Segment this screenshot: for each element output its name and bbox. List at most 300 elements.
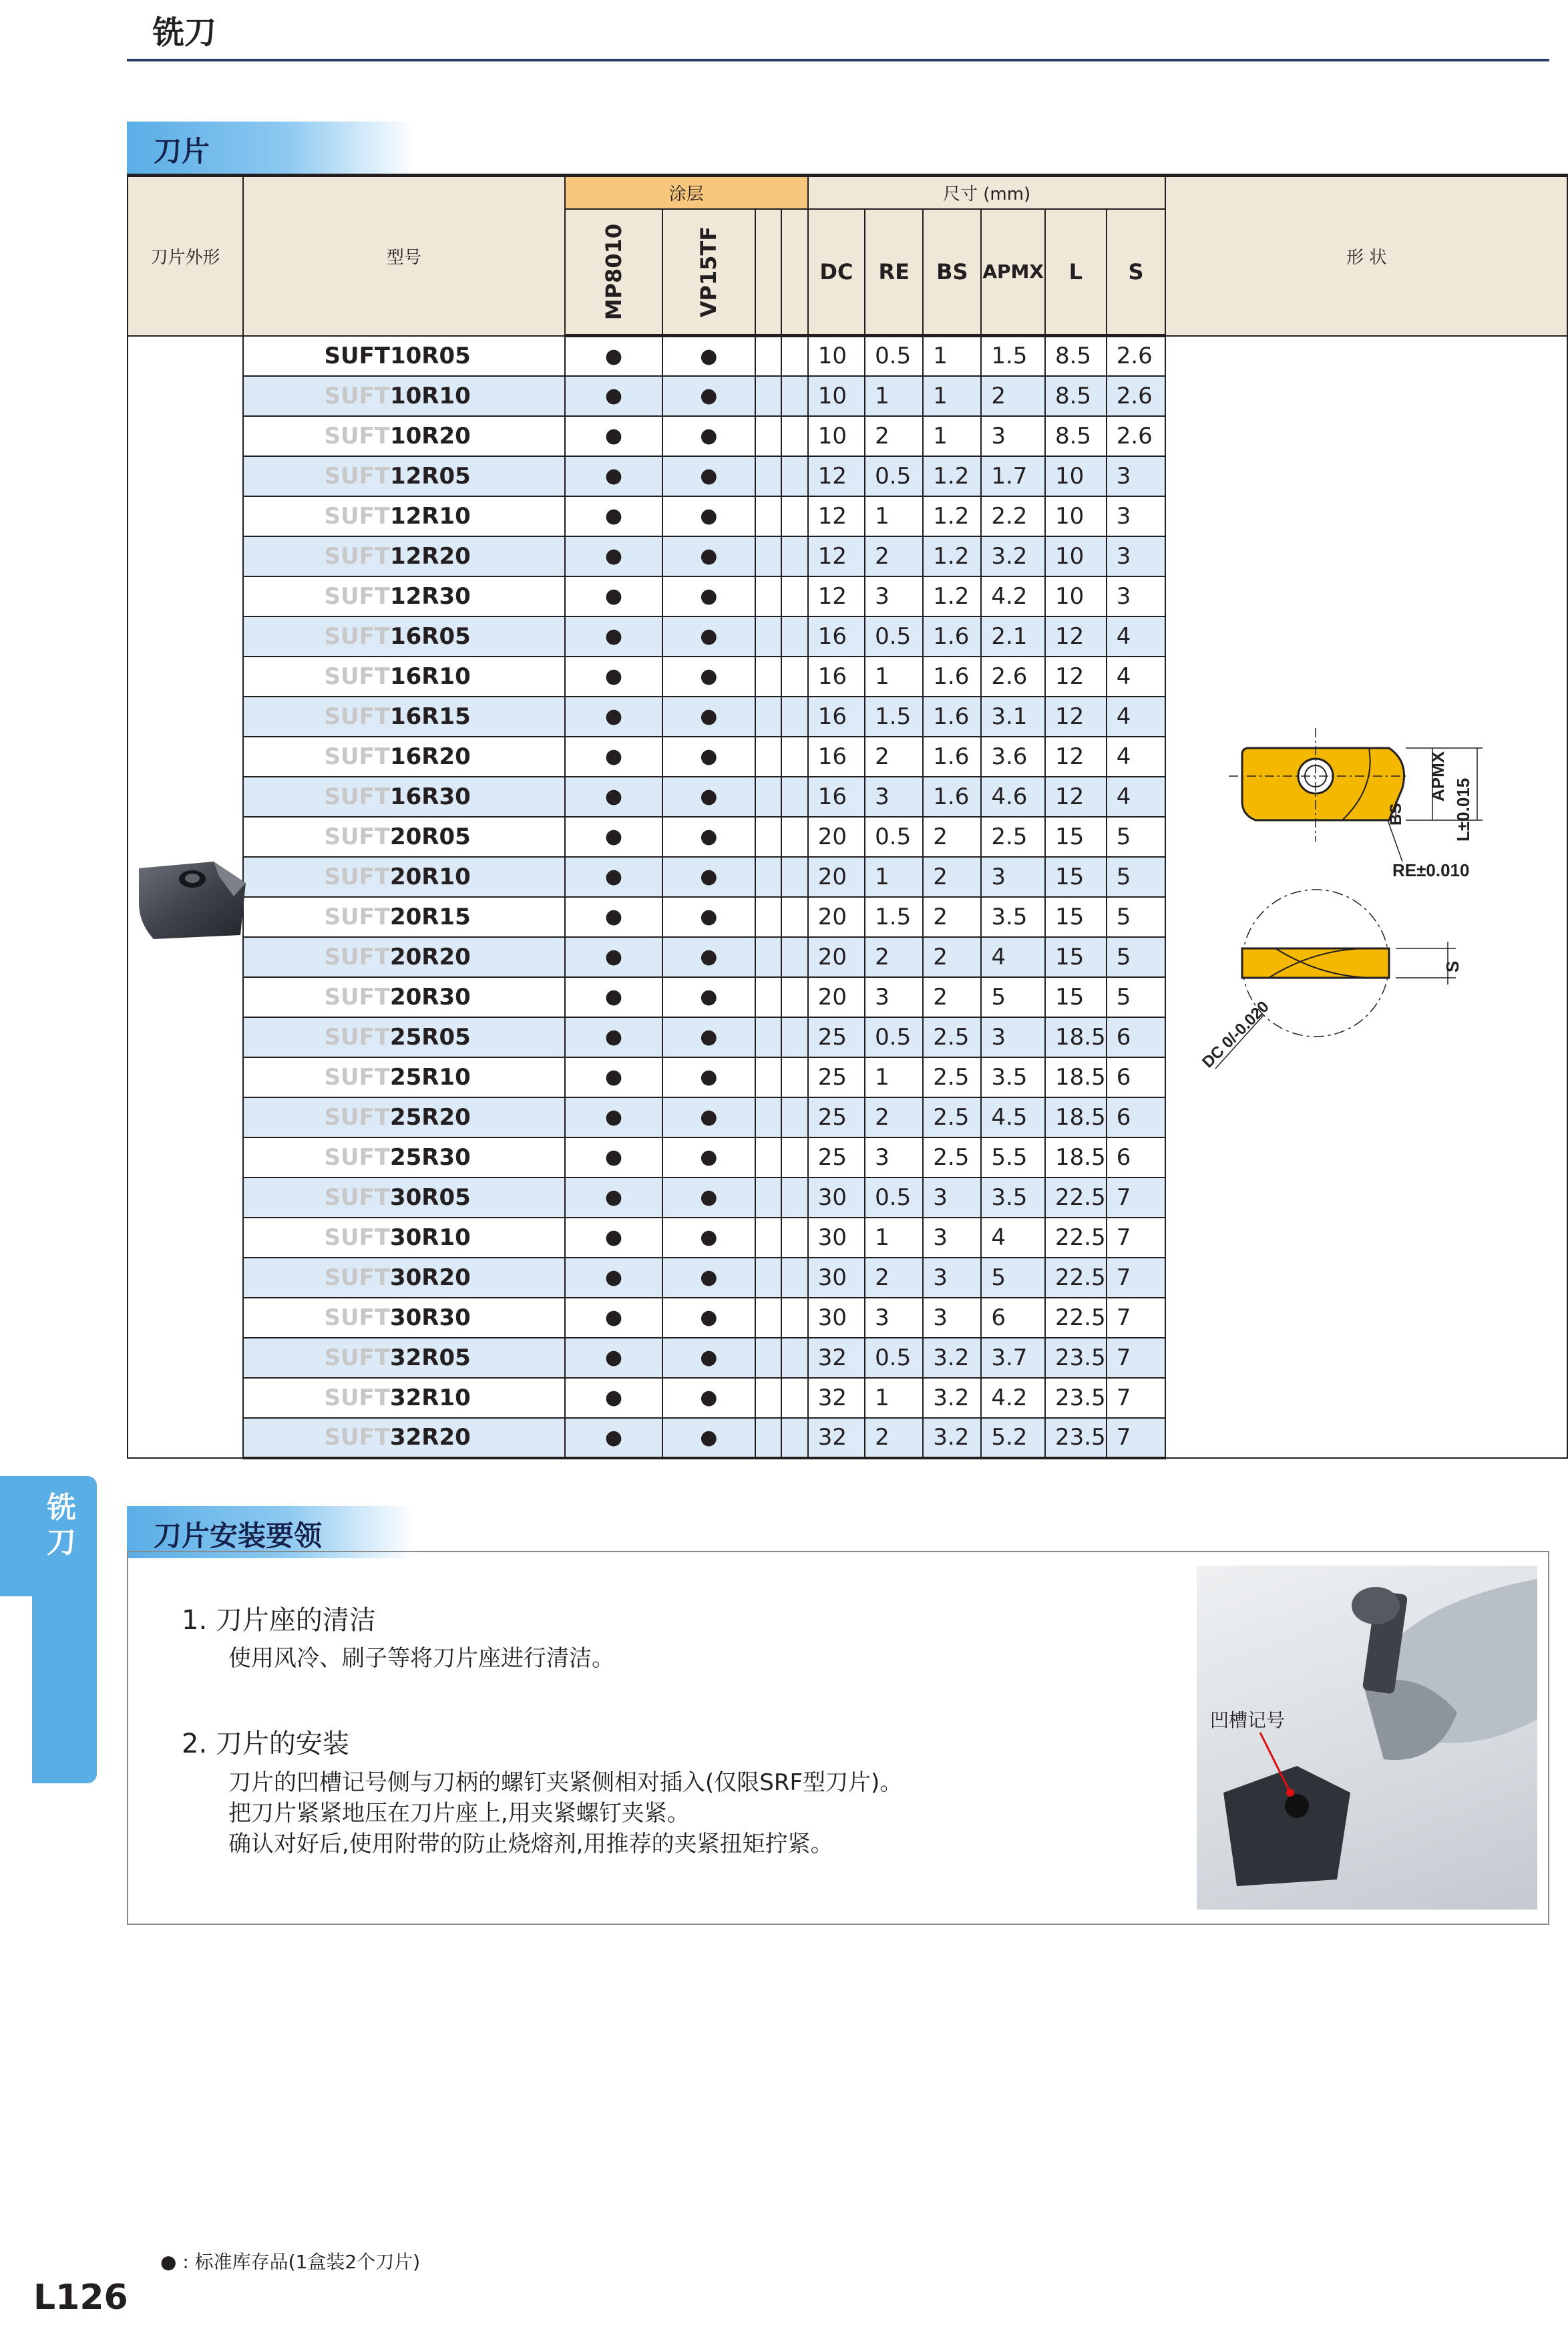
coating-empty-cell xyxy=(755,937,782,977)
coating-empty-cell xyxy=(781,1097,808,1137)
coating-mp8010-cell: ● xyxy=(565,496,662,536)
dim-re-cell: 0.5 xyxy=(865,1178,923,1218)
dim-dc-cell: 12 xyxy=(808,536,865,576)
coating-empty-cell xyxy=(781,697,808,737)
coating-mp8010-cell: ● xyxy=(565,1418,662,1458)
dim-re-cell: 0.5 xyxy=(865,817,923,857)
dim-apmx-cell: 5.2 xyxy=(981,1418,1045,1458)
coating-mp8010-cell: ● xyxy=(565,817,662,857)
dim-bs-cell: 1.6 xyxy=(923,737,981,777)
coating-vp15tf-cell: ● xyxy=(662,1338,755,1378)
section-title-install: 刀片安装要领 xyxy=(154,1519,323,1552)
dim-bs-cell: 2 xyxy=(923,937,981,977)
coating-vp15tf-cell: ● xyxy=(662,496,755,536)
dim-l-cell: 22.5 xyxy=(1045,1258,1107,1298)
dim-bs-cell: 3 xyxy=(923,1178,981,1218)
coating-empty-cell xyxy=(755,1017,782,1057)
coating-empty-cell xyxy=(781,536,808,576)
model-cell: SUFT16R20 xyxy=(243,737,565,777)
dim-s-cell: 4 xyxy=(1107,777,1166,817)
dim-dc-cell: 32 xyxy=(808,1338,865,1378)
coating-empty-cell xyxy=(755,1057,782,1097)
section-header-insert xyxy=(127,122,414,174)
model-cell: SUFT25R20 xyxy=(243,1097,565,1137)
dim-re-cell: 0.5 xyxy=(865,1338,923,1378)
dim-l-cell: 10 xyxy=(1045,456,1107,496)
dim-dc-cell: 30 xyxy=(808,1218,865,1258)
dim-re-cell: 0.5 xyxy=(865,456,923,496)
coating-mp8010-cell: ● xyxy=(565,857,662,897)
model-cell: SUFT32R20 xyxy=(243,1418,565,1458)
model-cell: SUFT30R20 xyxy=(243,1258,565,1298)
coating-empty-cell xyxy=(755,897,782,937)
dim-s-cell: 7 xyxy=(1107,1298,1166,1338)
model-cell: SUFT30R05 xyxy=(243,1178,565,1218)
dim-bs-cell: 1.2 xyxy=(923,536,981,576)
install-box xyxy=(127,1551,1549,1925)
header-l: L xyxy=(1045,209,1107,336)
dim-s-cell: 4 xyxy=(1107,737,1166,777)
coating-vp15tf-cell: ● xyxy=(662,737,755,777)
model-cell: SUFT20R05 xyxy=(243,817,565,857)
page-title: 铣刀 xyxy=(152,14,217,51)
coating-empty-cell xyxy=(781,1338,808,1378)
dim-re-cell: 1 xyxy=(865,857,923,897)
model-cell: SUFT32R10 xyxy=(243,1378,565,1418)
coating-vp15tf-cell: ● xyxy=(662,897,755,937)
coating-vp15tf-cell: ● xyxy=(662,376,755,416)
dim-bs-cell: 2 xyxy=(923,897,981,937)
dim-apmx-cell: 3 xyxy=(981,1017,1045,1057)
dim-re-cell: 2 xyxy=(865,737,923,777)
dim-bs-cell: 2 xyxy=(923,817,981,857)
coating-mp8010-cell: ● xyxy=(565,737,662,777)
dim-dc-cell: 25 xyxy=(808,1017,865,1057)
coating-empty-cell xyxy=(755,616,782,657)
coating-mp8010-cell: ● xyxy=(565,456,662,496)
step2-line3: 确认对好后,使用附带的防止烧熔剂,用推荐的夹紧扭矩拧紧。 xyxy=(228,1831,833,1857)
coating-empty-cell xyxy=(781,657,808,697)
coating-mp8010-cell: ● xyxy=(565,937,662,977)
model-cell: SUFT16R05 xyxy=(243,616,565,657)
dim-re-cell: 3 xyxy=(865,1298,923,1338)
model-cell: SUFT12R10 xyxy=(243,496,565,536)
step2-line2: 把刀片紧紧地压在刀片座上,用夹紧螺钉夹紧。 xyxy=(228,1800,690,1827)
model-cell: SUFT10R05 xyxy=(243,336,565,376)
dim-apmx-cell: 2 xyxy=(981,376,1045,416)
header-form: 形 状 xyxy=(1165,176,1567,336)
insert-shape-drawing xyxy=(1175,721,1536,1095)
model-cell: SUFT20R20 xyxy=(243,937,565,977)
page-number: L126 xyxy=(33,2278,128,2318)
dim-apmx-cell: 6 xyxy=(981,1298,1045,1338)
coating-empty-cell xyxy=(781,1178,808,1218)
coating-empty-cell xyxy=(755,576,782,616)
dim-re-cell: 3 xyxy=(865,977,923,1017)
dim-s-cell: 3 xyxy=(1107,576,1166,616)
dim-dc-cell: 20 xyxy=(808,937,865,977)
dim-re-cell: 1 xyxy=(865,657,923,697)
coating-empty-cell xyxy=(781,1378,808,1418)
label-s: S xyxy=(1442,960,1462,972)
dim-s-cell: 2.6 xyxy=(1107,416,1166,456)
label-apmx: APMX xyxy=(1428,751,1448,801)
coating-vp15tf-cell: ● xyxy=(662,576,755,616)
dim-bs-cell: 3 xyxy=(923,1258,981,1298)
dim-apmx-cell: 1.5 xyxy=(981,336,1045,376)
dim-l-cell: 12 xyxy=(1045,616,1107,657)
photo-label-notch: 凹槽记号 xyxy=(1210,1709,1286,1731)
dim-bs-cell: 2.5 xyxy=(923,1097,981,1137)
header-dimensions: 尺寸 (mm) xyxy=(808,176,1166,209)
dim-re-cell: 2 xyxy=(865,416,923,456)
coating-empty-cell xyxy=(781,336,808,376)
coating-empty-cell xyxy=(755,817,782,857)
coating-vp15tf-cell: ● xyxy=(662,817,755,857)
dim-dc-cell: 30 xyxy=(808,1298,865,1338)
coating-vp15tf-cell: ● xyxy=(662,1258,755,1298)
dim-dc-cell: 16 xyxy=(808,777,865,817)
dim-s-cell: 2.6 xyxy=(1107,336,1166,376)
header-re: RE xyxy=(865,209,923,336)
coating-empty-cell xyxy=(755,1137,782,1178)
dim-dc-cell: 30 xyxy=(808,1178,865,1218)
coating-empty-cell xyxy=(781,897,808,937)
coating-empty-cell xyxy=(781,1298,808,1338)
dim-bs-cell: 3.2 xyxy=(923,1338,981,1378)
coating-vp15tf-cell: ● xyxy=(662,456,755,496)
coating-mp8010-cell: ● xyxy=(565,657,662,697)
model-cell: SUFT30R30 xyxy=(243,1298,565,1338)
dim-dc-cell: 20 xyxy=(808,857,865,897)
dim-apmx-cell: 3 xyxy=(981,416,1045,456)
dim-dc-cell: 20 xyxy=(808,817,865,857)
dim-bs-cell: 2 xyxy=(923,857,981,897)
dim-s-cell: 4 xyxy=(1107,657,1166,697)
dim-dc-cell: 12 xyxy=(808,496,865,536)
dim-bs-cell: 3 xyxy=(923,1298,981,1338)
model-cell: SUFT12R30 xyxy=(243,576,565,616)
coating-vp15tf-cell: ● xyxy=(662,1097,755,1137)
dim-apmx-cell: 3.5 xyxy=(981,897,1045,937)
dim-s-cell: 4 xyxy=(1107,616,1166,657)
dim-apmx-cell: 4.2 xyxy=(981,576,1045,616)
install-photo xyxy=(1197,1566,1537,1910)
dim-l-cell: 8.5 xyxy=(1045,376,1107,416)
dim-s-cell: 5 xyxy=(1107,817,1166,857)
dim-apmx-cell: 2.5 xyxy=(981,817,1045,857)
dim-re-cell: 2 xyxy=(865,1418,923,1458)
dim-dc-cell: 20 xyxy=(808,897,865,937)
coating-vp15tf-cell: ● xyxy=(662,777,755,817)
label-dc-tol: DC 0/-0.020 xyxy=(1199,997,1273,1072)
coating-empty-cell xyxy=(781,817,808,857)
dim-bs-cell: 1.2 xyxy=(923,576,981,616)
coating-empty-cell xyxy=(755,1258,782,1298)
header-apmx: APMX xyxy=(981,209,1045,336)
dim-dc-cell: 16 xyxy=(808,657,865,697)
dim-s-cell: 7 xyxy=(1107,1418,1166,1458)
coating-mp8010-cell: ● xyxy=(565,576,662,616)
dim-s-cell: 5 xyxy=(1107,937,1166,977)
coating-empty-cell xyxy=(781,576,808,616)
dim-l-cell: 10 xyxy=(1045,576,1107,616)
header-dc: DC xyxy=(808,209,865,336)
dim-l-cell: 15 xyxy=(1045,817,1107,857)
header-model: 型号 xyxy=(243,176,565,336)
dim-re-cell: 2 xyxy=(865,1258,923,1298)
coating-empty-cell xyxy=(755,456,782,496)
header-coating-empty-1 xyxy=(755,209,782,336)
dim-apmx-cell: 3.2 xyxy=(981,536,1045,576)
coating-mp8010-cell: ● xyxy=(565,336,662,376)
dim-dc-cell: 25 xyxy=(808,1097,865,1137)
coating-vp15tf-cell: ● xyxy=(662,1017,755,1057)
dim-dc-cell: 10 xyxy=(808,336,865,376)
dim-re-cell: 2 xyxy=(865,1097,923,1137)
dim-apmx-cell: 2.2 xyxy=(981,496,1045,536)
dim-s-cell: 7 xyxy=(1107,1178,1166,1218)
dim-re-cell: 3 xyxy=(865,777,923,817)
coating-mp8010-cell: ● xyxy=(565,416,662,456)
dim-bs-cell: 1.6 xyxy=(923,616,981,657)
coating-empty-cell xyxy=(781,416,808,456)
dim-dc-cell: 10 xyxy=(808,416,865,456)
coating-mp8010-cell: ● xyxy=(565,1097,662,1137)
dim-bs-cell: 2.5 xyxy=(923,1017,981,1057)
coating-empty-cell xyxy=(781,1137,808,1178)
dim-l-cell: 15 xyxy=(1045,897,1107,937)
dim-s-cell: 3 xyxy=(1107,536,1166,576)
dim-dc-cell: 10 xyxy=(808,376,865,416)
footnote-dot: ● xyxy=(160,2251,177,2273)
coating-empty-cell xyxy=(781,616,808,657)
dim-l-cell: 12 xyxy=(1045,737,1107,777)
dim-l-cell: 8.5 xyxy=(1045,416,1107,456)
dim-l-cell: 23.5 xyxy=(1045,1338,1107,1378)
dim-apmx-cell: 2.1 xyxy=(981,616,1045,657)
coating-vp15tf-cell: ● xyxy=(662,937,755,977)
dim-l-cell: 22.5 xyxy=(1045,1218,1107,1258)
coating-empty-cell xyxy=(755,737,782,777)
coating-empty-cell xyxy=(781,1017,808,1057)
header-coating-vp15tf: VP15TF xyxy=(662,209,755,336)
dim-re-cell: 0.5 xyxy=(865,1017,923,1057)
coating-empty-cell xyxy=(755,536,782,576)
dim-l-cell: 15 xyxy=(1045,857,1107,897)
coating-empty-cell xyxy=(755,977,782,1017)
coating-empty-cell xyxy=(755,1378,782,1418)
header-coating-empty-2 xyxy=(781,209,808,336)
dim-l-cell: 15 xyxy=(1045,977,1107,1017)
dim-s-cell: 3 xyxy=(1107,456,1166,496)
dim-bs-cell: 2.5 xyxy=(923,1137,981,1178)
dim-bs-cell: 2.5 xyxy=(923,1057,981,1097)
coating-vp15tf-cell: ● xyxy=(662,1378,755,1418)
dim-apmx-cell: 3.1 xyxy=(981,697,1045,737)
coating-vp15tf-cell: ● xyxy=(662,536,755,576)
dim-dc-cell: 16 xyxy=(808,737,865,777)
model-cell: SUFT16R10 xyxy=(243,657,565,697)
dim-dc-cell: 25 xyxy=(808,1057,865,1097)
dim-l-cell: 18.5 xyxy=(1045,1097,1107,1137)
title-rule xyxy=(127,59,1549,61)
footnote-text: : 标准库存品(1盒装2个刀片) xyxy=(182,2251,421,2273)
dim-dc-cell: 32 xyxy=(808,1378,865,1418)
coating-empty-cell xyxy=(755,697,782,737)
coating-mp8010-cell: ● xyxy=(565,1057,662,1097)
dim-l-cell: 8.5 xyxy=(1045,336,1107,376)
header-coating-mp8010: MP8010 xyxy=(565,209,662,336)
dim-l-cell: 18.5 xyxy=(1045,1017,1107,1057)
coating-mp8010-cell: ● xyxy=(565,1218,662,1258)
coating-empty-cell xyxy=(755,1178,782,1218)
model-cell: SUFT20R15 xyxy=(243,897,565,937)
dim-s-cell: 7 xyxy=(1107,1378,1166,1418)
dim-dc-cell: 20 xyxy=(808,977,865,1017)
coating-vp15tf-cell: ● xyxy=(662,1178,755,1218)
step1-title: 1. 刀片座的清洁 xyxy=(182,1605,376,1636)
dim-s-cell: 7 xyxy=(1107,1338,1166,1378)
dim-bs-cell: 1 xyxy=(923,376,981,416)
dim-apmx-cell: 4.2 xyxy=(981,1378,1045,1418)
coating-mp8010-cell: ● xyxy=(565,897,662,937)
step1-text: 使用风冷、刷子等将刀片座进行清洁。 xyxy=(228,1645,614,1672)
model-cell: SUFT20R30 xyxy=(243,977,565,1017)
coating-empty-cell xyxy=(781,1218,808,1258)
coating-vp15tf-cell: ● xyxy=(662,1137,755,1178)
dim-dc-cell: 16 xyxy=(808,697,865,737)
model-cell: SUFT32R05 xyxy=(243,1338,565,1378)
dim-bs-cell: 3.2 xyxy=(923,1378,981,1418)
coating-empty-cell xyxy=(755,1218,782,1258)
dim-l-cell: 23.5 xyxy=(1045,1378,1107,1418)
dim-dc-cell: 16 xyxy=(808,616,865,657)
coating-vp15tf-cell: ● xyxy=(662,336,755,376)
dim-apmx-cell: 3 xyxy=(981,857,1045,897)
dim-re-cell: 3 xyxy=(865,576,923,616)
coating-vp15tf-cell: ● xyxy=(662,616,755,657)
coating-empty-cell xyxy=(781,857,808,897)
coating-mp8010-cell: ● xyxy=(565,536,662,576)
coating-empty-cell xyxy=(781,496,808,536)
coating-empty-cell xyxy=(755,496,782,536)
coating-empty-cell xyxy=(755,657,782,697)
side-tab-label: 铣刀 xyxy=(47,1491,76,1560)
dim-l-cell: 10 xyxy=(1045,536,1107,576)
coating-empty-cell xyxy=(781,1057,808,1097)
model-cell: SUFT12R05 xyxy=(243,456,565,496)
dim-re-cell: 0.5 xyxy=(865,336,923,376)
dim-s-cell: 2.6 xyxy=(1107,376,1166,416)
model-cell: SUFT25R30 xyxy=(243,1137,565,1178)
coating-vp15tf-cell: ● xyxy=(662,977,755,1017)
coating-vp15tf-cell: ● xyxy=(662,1418,755,1458)
dim-bs-cell: 1.6 xyxy=(923,777,981,817)
dim-apmx-cell: 3.5 xyxy=(981,1057,1045,1097)
dim-s-cell: 6 xyxy=(1107,1057,1166,1097)
coating-vp15tf-cell: ● xyxy=(662,657,755,697)
dim-l-cell: 22.5 xyxy=(1045,1298,1107,1338)
coating-empty-cell xyxy=(781,937,808,977)
coating-vp15tf-cell: ● xyxy=(662,697,755,737)
dim-l-cell: 22.5 xyxy=(1045,1178,1107,1218)
dim-dc-cell: 25 xyxy=(808,1137,865,1178)
coating-mp8010-cell: ● xyxy=(565,1178,662,1218)
label-re-tol: RE±0.010 xyxy=(1392,860,1470,880)
coating-mp8010-cell: ● xyxy=(565,697,662,737)
header-insert-shape: 刀片外形 xyxy=(128,176,243,336)
coating-mp8010-cell: ● xyxy=(565,616,662,657)
coating-vp15tf-cell: ● xyxy=(662,857,755,897)
model-cell: SUFT25R10 xyxy=(243,1057,565,1097)
dim-l-cell: 18.5 xyxy=(1045,1057,1107,1097)
model-cell: SUFT12R20 xyxy=(243,536,565,576)
dim-re-cell: 1 xyxy=(865,1057,923,1097)
dim-bs-cell: 1 xyxy=(923,416,981,456)
step2-title: 2. 刀片的安装 xyxy=(182,1729,349,1759)
dim-re-cell: 0.5 xyxy=(865,616,923,657)
model-cell: SUFT10R10 xyxy=(243,376,565,416)
coating-mp8010-cell: ● xyxy=(565,1338,662,1378)
dim-l-cell: 12 xyxy=(1045,657,1107,697)
dim-bs-cell: 2 xyxy=(923,977,981,1017)
dim-apmx-cell: 5.5 xyxy=(981,1137,1045,1178)
coating-mp8010-cell: ● xyxy=(565,977,662,1017)
coating-empty-cell xyxy=(781,456,808,496)
dim-apmx-cell: 3.6 xyxy=(981,737,1045,777)
dim-l-cell: 10 xyxy=(1045,496,1107,536)
step2-line1: 刀片的凹槽记号侧与刀柄的螺钉夹紧侧相对插入(仅限SRF型刀片)。 xyxy=(228,1769,903,1796)
model-cell: SUFT16R15 xyxy=(243,697,565,737)
table-row xyxy=(128,336,1567,376)
side-tab xyxy=(0,1476,97,1783)
model-cell: SUFT16R30 xyxy=(243,777,565,817)
dim-re-cell: 1 xyxy=(865,496,923,536)
coating-empty-cell xyxy=(781,376,808,416)
dim-l-cell: 12 xyxy=(1045,777,1107,817)
dim-bs-cell: 1 xyxy=(923,336,981,376)
dim-apmx-cell: 2.6 xyxy=(981,657,1045,697)
coating-empty-cell xyxy=(781,1258,808,1298)
dim-re-cell: 1 xyxy=(865,376,923,416)
coating-mp8010-cell: ● xyxy=(565,777,662,817)
model-cell: SUFT30R10 xyxy=(243,1218,565,1258)
dim-apmx-cell: 3.7 xyxy=(981,1338,1045,1378)
dim-re-cell: 1.5 xyxy=(865,897,923,937)
model-cell: SUFT25R05 xyxy=(243,1017,565,1057)
dim-apmx-cell: 5 xyxy=(981,1258,1045,1298)
coating-vp15tf-cell: ● xyxy=(662,1218,755,1258)
coating-mp8010-cell: ● xyxy=(565,1137,662,1178)
dim-bs-cell: 1.2 xyxy=(923,496,981,536)
dim-s-cell: 4 xyxy=(1107,697,1166,737)
model-cell: SUFT20R10 xyxy=(243,857,565,897)
coating-empty-cell xyxy=(781,777,808,817)
dim-s-cell: 6 xyxy=(1107,1097,1166,1137)
dim-re-cell: 2 xyxy=(865,937,923,977)
coating-empty-cell xyxy=(755,336,782,376)
coating-vp15tf-cell: ● xyxy=(662,1057,755,1097)
dim-s-cell: 6 xyxy=(1107,1017,1166,1057)
dim-bs-cell: 1.6 xyxy=(923,657,981,697)
dim-l-cell: 12 xyxy=(1045,697,1107,737)
dim-apmx-cell: 4.5 xyxy=(981,1097,1045,1137)
dim-apmx-cell: 5 xyxy=(981,977,1045,1017)
dim-s-cell: 7 xyxy=(1107,1218,1166,1258)
coating-mp8010-cell: ● xyxy=(565,1017,662,1057)
coating-empty-cell xyxy=(781,1418,808,1458)
